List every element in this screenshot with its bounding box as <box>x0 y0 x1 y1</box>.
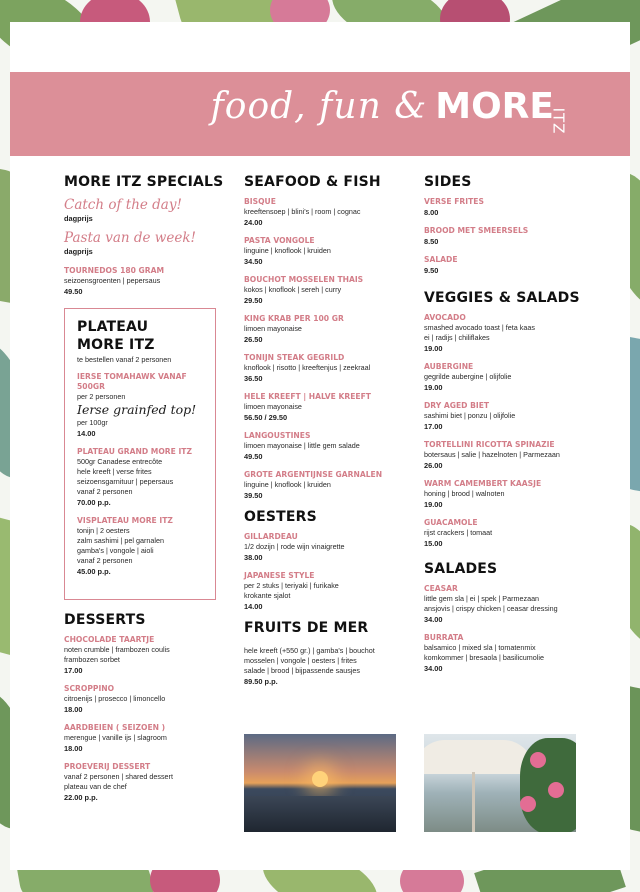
menu-item <box>77 372 203 439</box>
item-name: LANGOUSTINES <box>244 431 311 440</box>
menu-item <box>424 226 584 247</box>
menu-item <box>244 571 414 612</box>
menu-item <box>64 266 224 297</box>
item-description: linguine | knoflook | kruiden <box>244 246 331 255</box>
specials-title: MORE ITZ SPECIALS <box>64 174 224 190</box>
item-name: JAPANESE STYLE <box>244 571 315 580</box>
item-description: sashimi biet | ponzu | olijfolie <box>424 411 516 420</box>
item-price: 9.50 <box>424 266 439 275</box>
item-price: 34.00 <box>424 615 443 624</box>
item-description: vanaf 2 personen <box>77 487 133 496</box>
item-description: plateau van de chef <box>64 782 127 791</box>
item-description: zalm sashimi | pel garnalen <box>77 536 164 545</box>
pasta-van-de-week: Pasta van de week! <box>64 230 196 246</box>
fruits-description <box>244 646 414 676</box>
item-description: seizoensgarnituur | pepersaus <box>77 477 174 486</box>
item-description: kokos | knoflook | sereh | curry <box>244 285 342 294</box>
item-price: 14.00 <box>77 429 96 438</box>
plateau-subtitle: te bestellen vanaf 2 personen <box>77 355 172 364</box>
plateau-box <box>64 308 216 600</box>
item-name: AARDBEIEN ( SEIZOEN ) <box>64 723 166 732</box>
salades-title: SALADES <box>424 561 498 577</box>
menu-item <box>244 532 414 563</box>
item-description: hele kreeft (+550 gr.) | gamba's | bouchot <box>244 646 375 655</box>
menu-item <box>424 401 584 432</box>
item-description: per 2 personen <box>77 392 126 401</box>
item-price: 38.00 <box>244 553 263 562</box>
item-description: 1/2 dozijn | rode wijn vinaigrette <box>244 542 345 551</box>
item-description: ei | radijs | chiliflakes <box>424 333 490 342</box>
menu-item <box>424 479 584 510</box>
item-name: AVOCADO <box>424 313 466 322</box>
oesters-list <box>244 532 414 612</box>
item-description: tonijn | 2 oesters <box>77 526 130 535</box>
item-price: 22.00 p.p. <box>64 793 98 802</box>
menu-item <box>424 518 584 549</box>
item-price: 19.00 <box>424 500 443 509</box>
sides-title: SIDES <box>424 174 472 190</box>
menu-item <box>244 197 414 228</box>
item-description: limoen mayonaise | little gem salade <box>244 441 360 450</box>
item-description: gamba's | vongole | aioli <box>77 546 154 555</box>
item-description: komkommer | bresaola | basilicumolie <box>424 653 544 662</box>
item-name: GILLARDEAU <box>244 532 298 541</box>
item-price: 34.00 <box>424 664 443 673</box>
item-name: GROTE ARGENTIJNSE GARNALEN <box>244 470 383 479</box>
banner-itz-text: ITZ <box>549 107 568 135</box>
item-price: 19.00 <box>424 344 443 353</box>
item-price: 39.50 <box>244 491 263 500</box>
plateau-title-line1: PLATEAU <box>77 319 149 335</box>
item-price: 17.00 <box>64 666 83 675</box>
fruits-title: FRUITS DE MER <box>244 620 369 636</box>
seafood-title: SEAFOOD & FISH <box>244 174 381 190</box>
item-name: AUBERGINE <box>424 362 474 371</box>
item-description: frambozen sorbet <box>64 655 120 664</box>
menu-item <box>244 392 414 423</box>
item-description: salade | brood | bijpassende sausjes <box>244 666 361 675</box>
veggies-title: VEGGIES & SALADS <box>424 290 580 306</box>
menu-item <box>424 584 584 625</box>
item-price: 15.00 <box>424 539 443 548</box>
oesters-title: OESTERS <box>244 509 317 525</box>
item-description: seizoensgroenten | pepersaus <box>64 276 161 285</box>
item-price: 29.50 <box>244 296 263 305</box>
item-name: PROEVERIJ DESSERT <box>64 762 151 771</box>
plateau-list <box>77 447 203 577</box>
item-name: TONIJN STEAK GEGRILD <box>244 353 345 362</box>
item-name: KING KRAB PER 100 GR <box>244 314 344 323</box>
item-price: 18.00 <box>64 744 83 753</box>
item-price: 45.00 p.p. <box>77 567 111 576</box>
item-name: VERSE FRITES <box>424 197 484 206</box>
item-description: botersaus | salie | hazelnoten | Parmezaan <box>424 450 560 459</box>
plateau-title-line2: MORE ITZ <box>77 337 155 353</box>
salades-list <box>424 584 584 674</box>
item-price: 8.50 <box>424 237 439 246</box>
menu-item <box>424 440 584 471</box>
item-name: VISPLATEAU MORE ITZ <box>77 516 173 525</box>
desserts-list <box>64 635 224 803</box>
item-description: knoflook | risotto | kreeftenjus | zeekraal <box>244 363 371 372</box>
column-middle <box>244 174 414 695</box>
seafood-list <box>244 197 414 501</box>
banner-logo <box>210 86 554 127</box>
item-description: merengue | vanille ijs | slagroom <box>64 733 167 742</box>
menu-item <box>244 646 414 687</box>
menu-item <box>424 633 584 674</box>
item-name: IERSE TOMAHAWK VANAF 500GR <box>77 372 187 391</box>
item-description: vanaf 2 personen <box>77 556 133 565</box>
menu-item <box>244 236 414 267</box>
item-name: BROOD MET SMEERSELS <box>424 226 529 235</box>
item-description: honing | brood | walnoten <box>424 489 505 498</box>
menu-item <box>64 723 224 754</box>
veggies-list <box>424 313 584 549</box>
item-description: citroenijs | prosecco | limoncello <box>64 694 166 703</box>
menu-item <box>64 684 224 715</box>
item-price: 19.00 <box>424 383 443 392</box>
item-price: 70.00 p.p. <box>77 498 111 507</box>
item-name: PLATEAU GRAND MORE ITZ <box>77 447 192 456</box>
item-name: TOURNEDOS 180 GRAM <box>64 266 165 275</box>
menu-item <box>64 762 224 803</box>
item-description: rijst crackers | tomaat <box>424 528 493 537</box>
item-description: hele kreeft | verse frites <box>77 467 152 476</box>
sides-list <box>424 197 584 276</box>
item-description: balsamico | mixed sla | tomatenmix <box>424 643 536 652</box>
item-description: per 2 stuks | teriyaki | furikake <box>244 581 339 590</box>
item-name: CEASAR <box>424 584 458 593</box>
menu-item <box>424 255 584 276</box>
item-name: BOUCHOT MOSSELEN THAIS <box>244 275 364 284</box>
dagprijs-label: dagprijs <box>64 247 93 256</box>
menu-item <box>424 197 584 218</box>
menu-item <box>77 516 203 577</box>
item-name: SALADE <box>424 255 458 264</box>
item-name: GUACAMOLE <box>424 518 478 527</box>
item-description: noten crumble | frambozen coulis <box>64 645 170 654</box>
item-description: kreeftensoep | blini's | room | cognac <box>244 207 361 216</box>
item-price: 17.00 <box>424 422 443 431</box>
item-description: mosselen | vongole | oesters | frites <box>244 656 357 665</box>
item-description: vanaf 2 personen | shared dessert <box>64 772 173 781</box>
ierse-grainfed-script: Ierse grainfed top! <box>77 402 197 417</box>
item-price: 8.00 <box>424 208 439 217</box>
item-price: 18.00 <box>64 705 83 714</box>
item-name: SCROPPINO <box>64 684 115 693</box>
item-name: WARM CAMEMBERT KAASJE <box>424 479 542 488</box>
menu-item <box>424 362 584 393</box>
item-description: krokante sjalot <box>244 591 291 600</box>
item-price: 89.50 p.p. <box>244 677 278 686</box>
desserts-section <box>64 612 224 811</box>
column-left <box>64 174 224 305</box>
sunset-harbor-photo <box>244 734 396 832</box>
item-price: 26.00 <box>424 461 443 470</box>
item-price: 49.50 <box>244 452 263 461</box>
item-name: HELE KREEFT | HALVE KREEFT <box>244 392 371 401</box>
column-right <box>424 174 584 682</box>
banner-script-text: food, fun & <box>210 86 428 127</box>
terrace-photo <box>424 734 576 832</box>
item-name: BURRATA <box>424 633 464 642</box>
banner-bold-text: MORE <box>435 86 554 127</box>
item-description: limoen mayonaise <box>244 402 302 411</box>
item-price: 36.50 <box>244 374 263 383</box>
item-price: 26.50 <box>244 335 263 344</box>
menu-item <box>244 275 414 306</box>
menu-item <box>244 353 414 384</box>
item-price: 14.00 <box>244 602 263 611</box>
item-description: per 100gr <box>77 418 108 427</box>
item-description: 500gr Canadese entrecôte <box>77 457 163 466</box>
item-name: CHOCOLADE TAARTJE <box>64 635 155 644</box>
item-description: ansjovis | crispy chicken | ceasar dressing <box>424 604 558 613</box>
catch-of-the-day: Catch of the day! <box>64 197 182 213</box>
item-description: linguine | knoflook | kruiden <box>244 480 331 489</box>
item-price: 24.00 <box>244 218 263 227</box>
item-name: PASTA VONGOLE <box>244 236 315 245</box>
item-price: 56.50 / 29.50 <box>244 413 288 422</box>
item-price: 34.50 <box>244 257 263 266</box>
item-description: gegrilde aubergine | olijfolie <box>424 372 512 381</box>
item-price: 49.50 <box>64 287 83 296</box>
item-description: smashed avocado toast | feta kaas <box>424 323 535 332</box>
menu-item <box>77 447 203 508</box>
desserts-title: DESSERTS <box>64 612 146 628</box>
menu-item <box>244 470 414 501</box>
menu-item <box>244 314 414 345</box>
item-name: BISQUE <box>244 197 276 206</box>
specials-list <box>64 266 224 297</box>
item-description: little gem sla | ei | spek | Parmezaan <box>424 594 540 603</box>
menu-item <box>64 635 224 676</box>
item-name: TORTELLINI RICOTTA SPINAZIE <box>424 440 555 449</box>
menu-item <box>244 431 414 462</box>
menu-item <box>424 313 584 354</box>
item-description: limoen mayonaise <box>244 324 302 333</box>
dagprijs-label: dagprijs <box>64 214 93 223</box>
item-name: DRY AGED BIET <box>424 401 490 410</box>
